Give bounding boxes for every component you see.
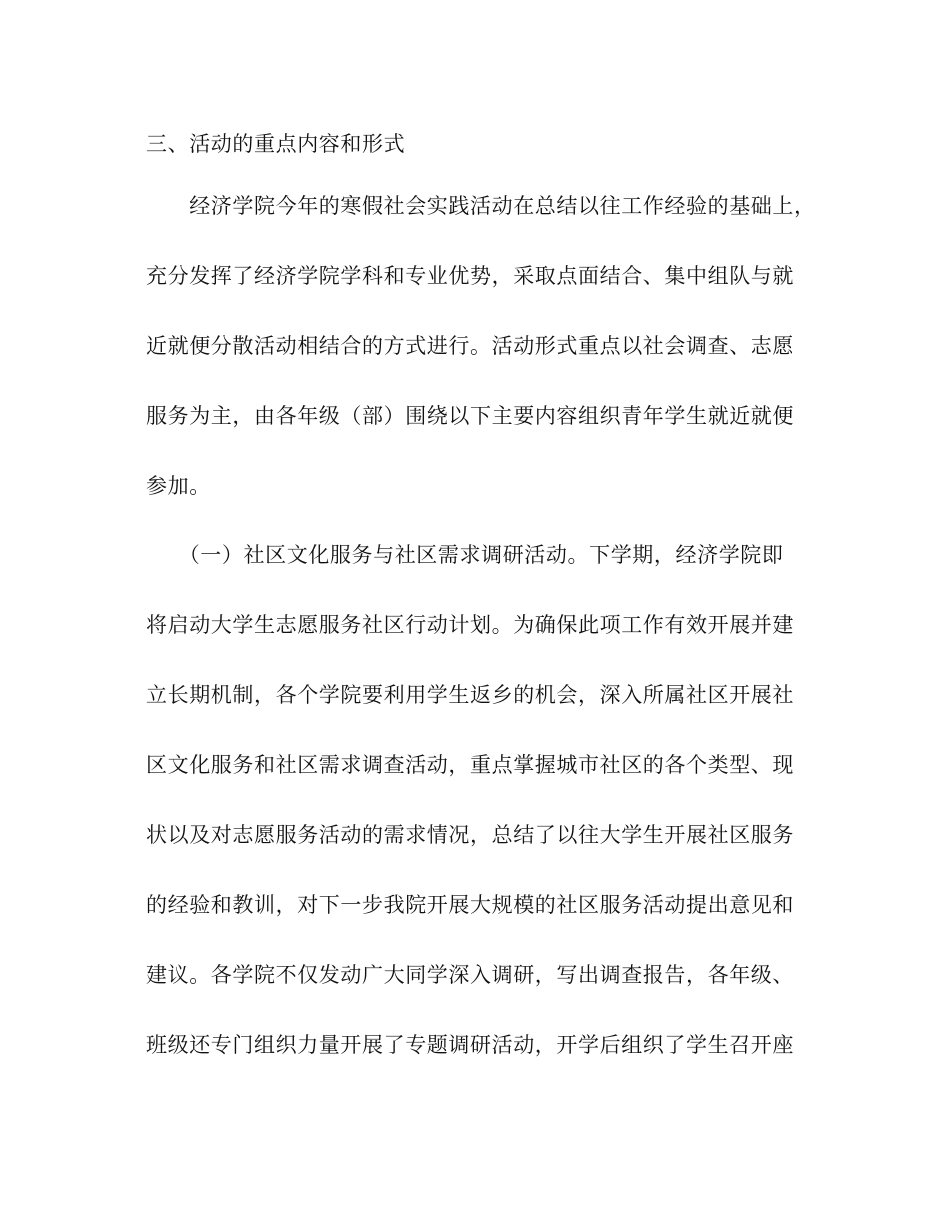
paragraph-1-line-1: 经济学院今年的寒假社会实践活动在总结以往工作经验的基础上， xyxy=(146,194,816,218)
paragraph-2-line-2: 将启动大学生志愿服务社区行动计划。为确保此项工作有效开展并建 xyxy=(146,613,794,637)
paragraph-2-line-6: 的经验和教训，对下一步我院开展大规模的社区服务活动提出意见和 xyxy=(146,893,794,917)
paragraph-1-line-5: 参加。 xyxy=(146,474,211,498)
paragraph-2-line-5: 状以及对志愿服务活动的需求情况，总结了以往大学生开展社区服务 xyxy=(146,823,794,847)
section-heading: 三、活动的重点内容和形式 xyxy=(146,132,406,156)
paragraph-2-line-4: 区文化服务和社区需求调查活动，重点掌握城市社区的各个类型、现 xyxy=(146,753,794,777)
paragraph-2-line-8: 班级还专门组织力量开展了专题调研活动，开学后组织了学生召开座 xyxy=(146,1033,794,1057)
paragraph-1-line-3: 近就便分散活动相结合的方式进行。活动形式重点以社会调查、志愿 xyxy=(146,334,794,358)
paragraph-1-line-2: 充分发挥了经济学院学科和专业优势，采取点面结合、集中组队与就 xyxy=(146,264,794,288)
paragraph-2-line-3: 立长期机制，各个学院要利用学生返乡的机会，深入所属社区开展社 xyxy=(146,683,794,707)
paragraph-1-line-4: 服务为主，由各年级（部）围绕以下主要内容组织青年学生就近就便 xyxy=(146,404,794,428)
paragraph-2-line-7: 建议。各学院不仅发动广大同学深入调研，写出调查报告，各年级、 xyxy=(146,963,794,987)
paragraph-2-line-1: （一）社区文化服务与社区需求调研活动。下学期，经济学院即 xyxy=(146,543,784,567)
